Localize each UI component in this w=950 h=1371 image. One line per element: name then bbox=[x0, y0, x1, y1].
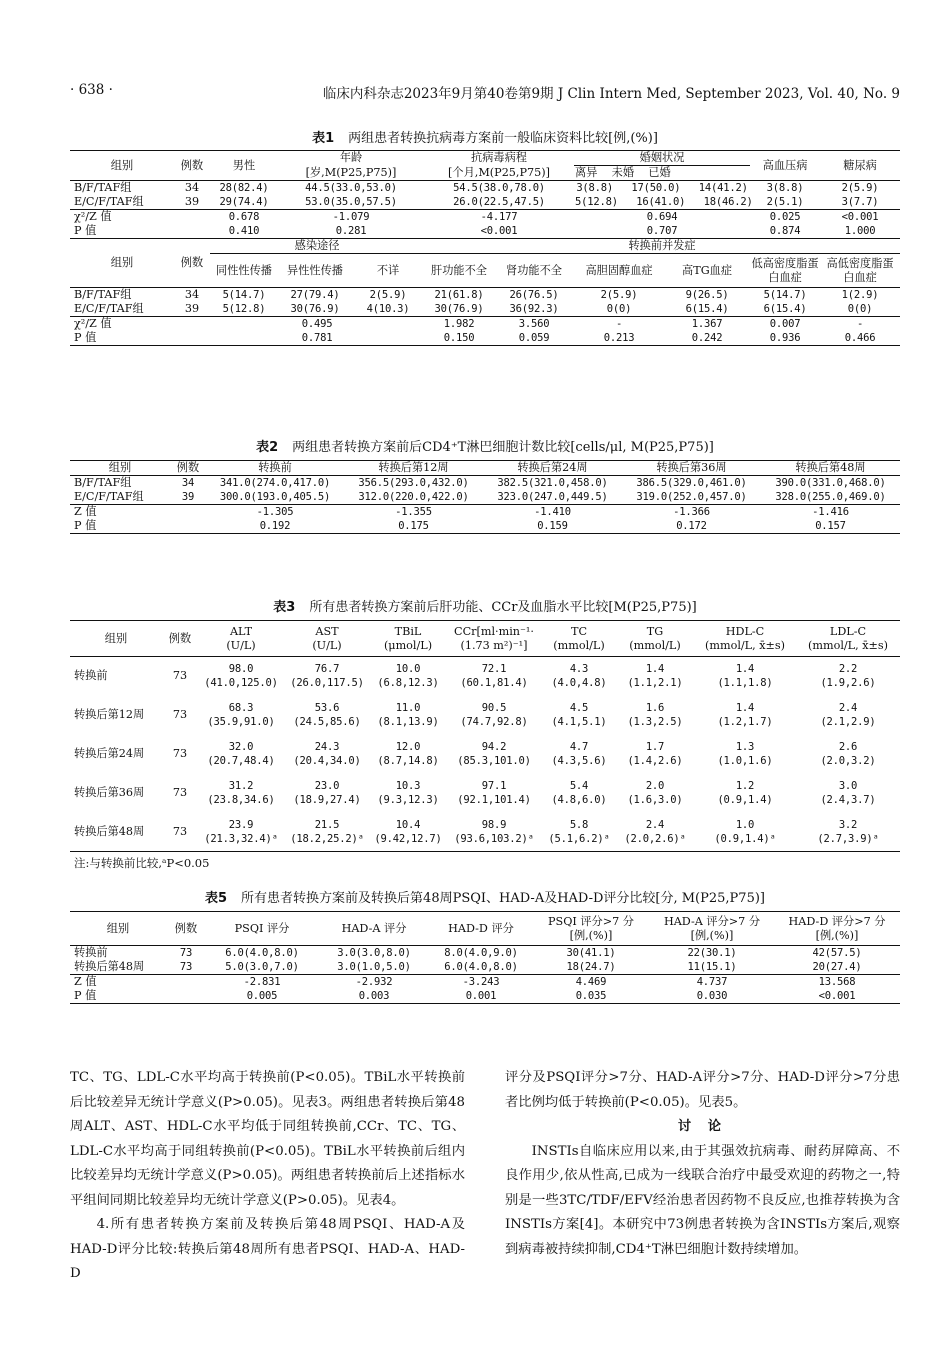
range: (85.3,101.0) bbox=[457, 755, 531, 767]
table-cell bbox=[446, 696, 542, 735]
column-header bbox=[650, 912, 774, 946]
range: (60.1,81.4) bbox=[460, 677, 528, 690]
table5-caption: 表5 所有患者转换方案前及转换后第48周PSQI、HAD-A及HAD-D评分比较[分, M(P25,P75)] bbox=[205, 891, 765, 906]
median: 1.4 bbox=[735, 663, 755, 676]
table-cell bbox=[796, 813, 900, 852]
table-cell: 356.5(293.0,432.0) bbox=[344, 476, 483, 491]
median: 24.3 bbox=[314, 741, 340, 753]
column-header bbox=[284, 621, 370, 657]
median: 3.0 bbox=[838, 780, 858, 792]
range: (1.3,2.5) bbox=[627, 716, 683, 728]
section-heading: 讨 论 bbox=[677, 1119, 728, 1134]
median: 31.2 bbox=[228, 780, 254, 792]
table-cell bbox=[284, 735, 370, 774]
table-cell bbox=[796, 657, 900, 696]
range: (2.1,2.9) bbox=[820, 716, 876, 728]
header-row bbox=[70, 912, 900, 946]
header-line: HDL-C bbox=[725, 624, 765, 638]
range: (1.1,1.8) bbox=[717, 677, 773, 690]
table-cell bbox=[166, 975, 206, 990]
table-cell: E/C/F/TAF组 bbox=[74, 490, 144, 503]
column-header bbox=[162, 621, 198, 657]
header-line: CCr[ml·min⁻¹· bbox=[454, 624, 534, 638]
median: 2.2 bbox=[838, 663, 858, 676]
table-cell: 0.003 bbox=[318, 989, 430, 1004]
column-header: 例数 bbox=[170, 461, 206, 476]
median: 4.7 bbox=[569, 741, 589, 753]
header-line: HAD-D 评分 bbox=[448, 921, 514, 935]
table-cell: 390.0(331.0,468.0) bbox=[761, 476, 900, 491]
range: (2.4,3.7) bbox=[820, 794, 876, 806]
column-header: 转换前 bbox=[206, 461, 344, 476]
range: (1.2,1.7) bbox=[717, 716, 773, 728]
range: (41.0,125.0) bbox=[204, 677, 278, 690]
table-cell: 312.0(220.0,422.0) bbox=[358, 491, 469, 503]
median: 97.1 bbox=[481, 780, 507, 792]
range: (20.4,34.0) bbox=[293, 755, 361, 767]
median: 10.4 bbox=[395, 818, 421, 831]
header-unit: [例,(%)] bbox=[569, 928, 613, 942]
t1-h-group: 组别 bbox=[70, 151, 174, 181]
median: 10.3 bbox=[395, 780, 421, 792]
median: 1.6 bbox=[645, 702, 665, 714]
table-cell: 20(27.4) bbox=[812, 961, 862, 973]
table-row bbox=[70, 490, 900, 505]
table-cell: -1.355 bbox=[344, 505, 483, 520]
table-cell: 6.0(4.0,8.0) bbox=[206, 946, 318, 961]
header-unit: (U/L) bbox=[312, 638, 342, 652]
table-cell bbox=[542, 657, 616, 696]
table-cell: 73 bbox=[179, 961, 193, 973]
table-cell bbox=[446, 657, 542, 696]
table-cell bbox=[796, 735, 900, 774]
table-cell: <0.001 bbox=[774, 989, 900, 1004]
median: 23.9 bbox=[228, 818, 254, 831]
table-cell: 0.192 bbox=[206, 519, 344, 534]
median: 1.4 bbox=[645, 663, 665, 676]
range: (93.6,103.2)ᵃ bbox=[454, 832, 534, 845]
range: (18.9,27.4) bbox=[293, 794, 361, 806]
header-line: HAD-A 评分 bbox=[341, 921, 407, 935]
paragraph: 评分及PSQI评分>7分、HAD-A评分>7分、HAD-D评分>7分患者比例均低于转换前(P<0.05)。见表5。 bbox=[505, 1070, 900, 1110]
header-unit: (U/L) bbox=[226, 638, 256, 652]
table-cell: 0.159 bbox=[483, 519, 622, 534]
column-header: 转换后第12周 bbox=[344, 461, 483, 476]
table-cell bbox=[694, 735, 796, 774]
table-cell bbox=[198, 813, 284, 852]
body-right-column bbox=[505, 1066, 900, 1262]
table-cell bbox=[170, 505, 206, 520]
table-row bbox=[70, 696, 900, 735]
header-unit: (μmol/L) bbox=[383, 638, 433, 652]
median: 2.6 bbox=[838, 741, 858, 753]
table-cell: -1.305 bbox=[206, 505, 344, 520]
journal-info: 临床内科杂志2023年9月第40卷第9期 J Clin Intern Med, September 2023, Vol. 40, No. 9 bbox=[322, 86, 900, 102]
header-line: 组别 bbox=[104, 631, 128, 645]
header-line: PSQI 评分 bbox=[234, 921, 290, 935]
median: 53.6 bbox=[314, 702, 340, 714]
range: (4.0,4.8) bbox=[551, 677, 607, 690]
table-cell: -3.243 bbox=[430, 975, 532, 990]
median: 2.4 bbox=[645, 818, 665, 831]
median: 32.0 bbox=[228, 741, 254, 753]
table-cell: 39 bbox=[181, 491, 195, 503]
table-cell bbox=[370, 696, 446, 735]
table-cell: 341.0(274.0,417.0) bbox=[206, 476, 344, 491]
median: 10.0 bbox=[395, 663, 421, 676]
median: 23.0 bbox=[314, 780, 340, 792]
table-cell bbox=[694, 774, 796, 813]
table-cell bbox=[694, 813, 796, 852]
table-cell: 300.0(193.0,405.5) bbox=[219, 491, 331, 503]
column-header bbox=[542, 621, 616, 657]
row-label: 转换后第12周 bbox=[74, 708, 145, 721]
range: (92.1,101.4) bbox=[457, 794, 531, 806]
column-header bbox=[166, 912, 206, 946]
table-cell: 4.469 bbox=[532, 975, 650, 990]
header-line: TG bbox=[646, 624, 664, 638]
table-cell bbox=[284, 696, 370, 735]
median: 98.0 bbox=[228, 663, 254, 676]
header-line: HAD-D 评分>7 分 bbox=[788, 914, 886, 928]
range: (1.9,2.6) bbox=[820, 677, 876, 690]
table-row bbox=[70, 813, 900, 852]
header-unit: (mmol/L) bbox=[629, 638, 681, 652]
header-line: 例数 bbox=[168, 631, 192, 645]
table-row bbox=[70, 774, 900, 813]
range: (35.9,91.0) bbox=[207, 716, 275, 728]
table-cell bbox=[370, 774, 446, 813]
row-label: 转换后第48周 bbox=[70, 813, 162, 852]
range: (0.9,1.4)ᵃ bbox=[714, 832, 776, 845]
table-row bbox=[70, 505, 900, 520]
table-cell bbox=[542, 774, 616, 813]
table-cell: 0.005 bbox=[206, 989, 318, 1004]
table1-caption: 表1 两组患者转换抗病毒方案前一般临床资料比较[例,(%)] bbox=[312, 131, 658, 146]
median: 21.5 bbox=[314, 818, 340, 831]
row-n: 73 bbox=[172, 708, 188, 721]
median: 4.3 bbox=[569, 663, 589, 676]
table-cell: Z 值 bbox=[70, 975, 166, 990]
range: (24.5,85.6) bbox=[293, 716, 361, 728]
paragraph: 4.所有患者转换方案前及转换后第48周PSQI、HAD-A及HAD-D评分比较:转换后第48周所有患者PSQI、HAD-A、HAD-D bbox=[70, 1217, 465, 1281]
header-line: LDL-C bbox=[829, 624, 867, 638]
header-line: TBiL bbox=[394, 624, 422, 638]
table3-note: 注:与转换前比较,ᵃP<0.05 bbox=[74, 856, 210, 870]
header-unit: (1.73 m²)⁻¹] bbox=[460, 638, 528, 652]
median: 5.8 bbox=[569, 818, 589, 831]
row-n: 73 bbox=[162, 813, 198, 852]
table-cell bbox=[616, 774, 694, 813]
table-cell: 13.568 bbox=[774, 975, 900, 990]
header-unit: [例,(%)] bbox=[690, 928, 734, 942]
range: (4.3,5.6) bbox=[551, 755, 607, 767]
range: (6.8,12.3) bbox=[377, 677, 439, 690]
range: (20.7,48.4) bbox=[207, 755, 275, 767]
range: (23.8,34.6) bbox=[207, 794, 275, 806]
range: (8.1,13.9) bbox=[377, 716, 439, 728]
table-cell: 73 bbox=[166, 946, 206, 961]
table-cell bbox=[198, 774, 284, 813]
median: 1.7 bbox=[645, 741, 665, 753]
column-header: 转换后第36周 bbox=[622, 461, 761, 476]
body-left-column bbox=[70, 1066, 465, 1287]
range: (18.2,25.2)ᵃ bbox=[290, 832, 364, 845]
median: 1.0 bbox=[735, 818, 755, 831]
table-row bbox=[70, 519, 900, 534]
table-cell bbox=[198, 696, 284, 735]
table-cell: 328.0(255.0,469.0) bbox=[775, 491, 886, 503]
table-cell: 22(30.1) bbox=[650, 946, 774, 961]
range: (8.7,14.8) bbox=[377, 755, 439, 767]
page-number: · 638 · bbox=[70, 82, 113, 98]
table-cell bbox=[370, 735, 446, 774]
table2-caption: 表2 两组患者转换方案前后CD4⁺T淋巴细胞计数比较[cells/μl, M(P25,P75)] bbox=[256, 440, 714, 455]
range: (21.3,32.4)ᵃ bbox=[204, 832, 278, 845]
row-label: 转换前 bbox=[70, 657, 162, 696]
median: 90.5 bbox=[481, 702, 507, 714]
table-cell: 382.5(321.0,458.0) bbox=[483, 476, 622, 491]
table-cell bbox=[542, 735, 616, 774]
header-line: ALT bbox=[229, 624, 253, 638]
table-cell: B/F/TAF组 bbox=[70, 476, 170, 491]
table-cell: 3.0(3.0,8.0) bbox=[318, 946, 430, 961]
table-cell: 30(41.1) bbox=[532, 946, 650, 961]
table-cell: 0.035 bbox=[532, 989, 650, 1004]
table3-caption: 表3 所有患者转换方案前后肝功能、CCr及血脂水平比较[M(P25,P75)] bbox=[273, 600, 697, 615]
header-row bbox=[70, 621, 900, 657]
header-line: TC bbox=[570, 624, 588, 638]
median: 5.4 bbox=[569, 780, 589, 792]
median: 98.9 bbox=[481, 818, 507, 831]
paragraph: TC、TG、LDL-C水平均高于转换前(P<0.05)。TBiL水平转换前后比较差异无统计学意义(P>0.05)。见表3。两组患者转换后第48周ALT、AST、HDL-C水平均低于同组转换前,CCr、TC、TG、LDL-C水平均高于同组转换前(P<0.05)。TBiL水平转换前后组内比较差异均无统计学意义(P>0.05)。两组患者转换前后上述指标水平组间同期比较差异均无统计学意义(P>0.05)。见表4。 bbox=[70, 1070, 465, 1208]
table-cell bbox=[198, 735, 284, 774]
table-cell bbox=[616, 735, 694, 774]
table-cell bbox=[542, 696, 616, 735]
range: (9.42,12.7) bbox=[374, 832, 442, 845]
column-header bbox=[70, 621, 162, 657]
table-cell: -2.932 bbox=[318, 975, 430, 990]
table5 bbox=[70, 911, 900, 1004]
table-cell: 42(57.5) bbox=[774, 946, 900, 961]
range: (1.4,2.6) bbox=[627, 755, 683, 767]
median: 2.0 bbox=[645, 780, 665, 792]
table-row bbox=[70, 975, 900, 990]
row-n: 73 bbox=[172, 747, 188, 760]
header-line: AST bbox=[315, 624, 339, 638]
table-cell: 0.001 bbox=[430, 989, 532, 1004]
column-header bbox=[370, 621, 446, 657]
table-cell: 3.0(1.0,5.0) bbox=[337, 961, 411, 973]
table-cell: 18(24.7) bbox=[566, 961, 616, 973]
range: (1.6,3.0) bbox=[627, 794, 683, 806]
table-cell: 323.0(247.0,449.5) bbox=[497, 491, 608, 503]
table3 bbox=[70, 620, 900, 852]
header-line: PSQI 评分>7 分 bbox=[548, 914, 634, 928]
header-line: 组别 bbox=[106, 921, 130, 935]
table-cell: P 值 bbox=[70, 519, 170, 534]
table-row bbox=[70, 476, 900, 491]
median: 11.0 bbox=[395, 702, 421, 714]
table-row bbox=[70, 735, 900, 774]
table-cell: -1.410 bbox=[483, 505, 622, 520]
median: 3.2 bbox=[838, 818, 858, 831]
range: (9.3,12.3) bbox=[377, 794, 439, 806]
table-cell bbox=[796, 774, 900, 813]
column-header bbox=[198, 621, 284, 657]
median: 1.4 bbox=[735, 702, 755, 714]
table-cell: 0.030 bbox=[650, 989, 774, 1004]
median: 72.1 bbox=[481, 663, 507, 676]
table-row bbox=[70, 946, 900, 961]
column-header bbox=[694, 621, 796, 657]
table-cell: 4.737 bbox=[650, 975, 774, 990]
column-header bbox=[70, 912, 166, 946]
table-cell: 34 bbox=[170, 476, 206, 491]
table-cell bbox=[616, 813, 694, 852]
table-cell bbox=[542, 813, 616, 852]
median: 76.7 bbox=[314, 663, 340, 676]
table-cell: -1.416 bbox=[761, 505, 900, 520]
column-header bbox=[532, 912, 650, 946]
range: (0.9,1.4) bbox=[717, 794, 773, 806]
table-cell: 转换后第48周 bbox=[74, 960, 145, 973]
table-cell bbox=[796, 696, 900, 735]
table-row bbox=[70, 960, 900, 975]
table2 bbox=[70, 460, 900, 534]
table-cell: 319.0(252.0,457.0) bbox=[636, 491, 747, 503]
table-cell bbox=[170, 519, 206, 534]
table-cell: -2.831 bbox=[206, 975, 318, 990]
range: (4.8,6.0) bbox=[551, 794, 607, 806]
median: 94.2 bbox=[481, 741, 507, 753]
median: 68.3 bbox=[228, 702, 254, 714]
table-cell bbox=[694, 657, 796, 696]
column-header bbox=[796, 621, 900, 657]
header-unit: [例,(%)] bbox=[815, 928, 859, 942]
row-n: 73 bbox=[172, 786, 188, 799]
table-cell: 5.0(3.0,7.0) bbox=[225, 961, 299, 973]
table-cell: 转换前 bbox=[70, 946, 166, 961]
range: (2.0,3.2) bbox=[820, 755, 876, 767]
median: 1.3 bbox=[735, 741, 755, 753]
column-header bbox=[446, 621, 542, 657]
table-cell bbox=[166, 989, 206, 1004]
header-line: 例数 bbox=[174, 921, 198, 935]
header-line: HAD-A 评分>7 分 bbox=[663, 914, 761, 928]
table-cell: 386.5(329.0,461.0) bbox=[622, 476, 761, 491]
table-cell bbox=[370, 657, 446, 696]
table-cell: -1.366 bbox=[622, 505, 761, 520]
range: (2.0,2.6)ᵃ bbox=[624, 832, 686, 845]
table-cell bbox=[616, 696, 694, 735]
column-header: 转换后第24周 bbox=[483, 461, 622, 476]
row-label: 转换后第24周 bbox=[74, 747, 145, 760]
table-cell: P 值 bbox=[70, 989, 166, 1004]
column-header bbox=[206, 912, 318, 946]
table1: 组别 例数 男性 年龄 抗病毒病程 婚姻状况 高血压病 糖尿病 [岁,M(P25,P75)] [个月,M(P25,P75)] 离异 未婚 已婚 B/F/TAF组 34 28(82.4) 44.5(33.0,53.0) 54.5(38.0,78.0) 3(8.8) 17(50.0) 14(41.2) 3(8.8) 2(5.9) E/C/F/TAF组 39 29(74.4) 53.0(35.0,57.5) 26.0(22.5,47.5) 5(12.8) 16(41.0) 18(46.2) 2(5.1) 3(7.7) χ²/Z 值 0.678 -1.079 -4.177 0.694 0.025 <0.001 P 值 0.410 0.281 <0.001 0.707 0.874 1.000 组别 例数 感染途径 转换前并发症 同性性传播 异性性传播 不详 肝功能不全 肾功能不全 高胆固醇血症 高TG血症 低高密度脂蛋白血症 高低密度脂蛋白血症 B/F/TAF组 34 5(14.7) 27(79.4) 2(5.9) 21(61.8) 26(76.5) 2(5.9) 9(26.5) 5(14.7) 1(2.9) E/C/F/TAF组 39 5(12.8) 30(76.9) 4(10.3) 30(76.9) 36(92.3) 0(0) 6(15.4) 6(15.4) 0(0) χ²/Z 值 0.495 1.982 3.560 - 1.367 0.007 - P 值 0.781 0.150 0.059 0.213 0.242 0.936 0.466 bbox=[70, 150, 900, 346]
table-cell bbox=[284, 657, 370, 696]
header-unit: (mmol/L, x̄±s) bbox=[705, 638, 785, 652]
table-cell: 0.157 bbox=[761, 519, 900, 534]
table-cell bbox=[446, 774, 542, 813]
table-cell: 11(15.1) bbox=[687, 961, 737, 973]
row-label: 转换后第36周 bbox=[74, 786, 145, 799]
table-cell bbox=[694, 696, 796, 735]
column-header: 组别 bbox=[70, 461, 170, 476]
table-cell: 0.172 bbox=[622, 519, 761, 534]
column-header bbox=[616, 621, 694, 657]
column-header bbox=[774, 912, 900, 946]
range: (26.0,117.5) bbox=[290, 677, 364, 690]
table-cell bbox=[616, 657, 694, 696]
range: (5.1,6.2)ᵃ bbox=[548, 832, 610, 845]
header-unit: (mmol/L, x̄±s) bbox=[808, 638, 888, 652]
row-n: 73 bbox=[162, 657, 198, 696]
table-row bbox=[70, 657, 900, 696]
table-row bbox=[70, 989, 900, 1004]
range: (1.1,2.1) bbox=[627, 677, 683, 690]
column-header bbox=[318, 912, 430, 946]
table-cell: Z 值 bbox=[70, 505, 170, 520]
table-cell bbox=[198, 657, 284, 696]
median: 4.5 bbox=[569, 702, 589, 714]
paragraph: INSTIs自临床应用以来,由于其强效抗病毒、耐药屏障高、不良作用少,依从性高,已成为一线联合治疗中最受欢迎的药物之一,特别是一些3TC/TDF/EFV经治患者因药物不良反应,也推荐转换为含INSTIs方案[4]。本研究中73例患者转换为含INSTIs方案后,观察到病毒被持续抑制,CD4⁺T淋巴细胞计数持续增加。 bbox=[505, 1143, 900, 1257]
column-header bbox=[430, 912, 532, 946]
table-cell bbox=[446, 735, 542, 774]
range: (1.0,1.6) bbox=[717, 755, 773, 767]
range: (4.1,5.1) bbox=[551, 716, 607, 728]
range: (2.7,3.9)ᵃ bbox=[817, 832, 879, 845]
table-cell: 0.175 bbox=[344, 519, 483, 534]
table-cell bbox=[284, 813, 370, 852]
table-cell: 8.0(4.0,9.0) bbox=[430, 946, 532, 961]
median: 12.0 bbox=[395, 741, 421, 753]
median: 2.4 bbox=[838, 702, 858, 714]
median: 1.2 bbox=[735, 780, 755, 792]
table-cell bbox=[446, 813, 542, 852]
table-cell bbox=[284, 774, 370, 813]
table-cell: 6.0(4.0,8.0) bbox=[444, 961, 518, 973]
table-cell bbox=[370, 813, 446, 852]
header-row bbox=[70, 461, 900, 476]
range: (74.7,92.8) bbox=[460, 716, 528, 728]
column-header: 转换后第48周 bbox=[761, 461, 900, 476]
header-unit: (mmol/L) bbox=[553, 638, 605, 652]
